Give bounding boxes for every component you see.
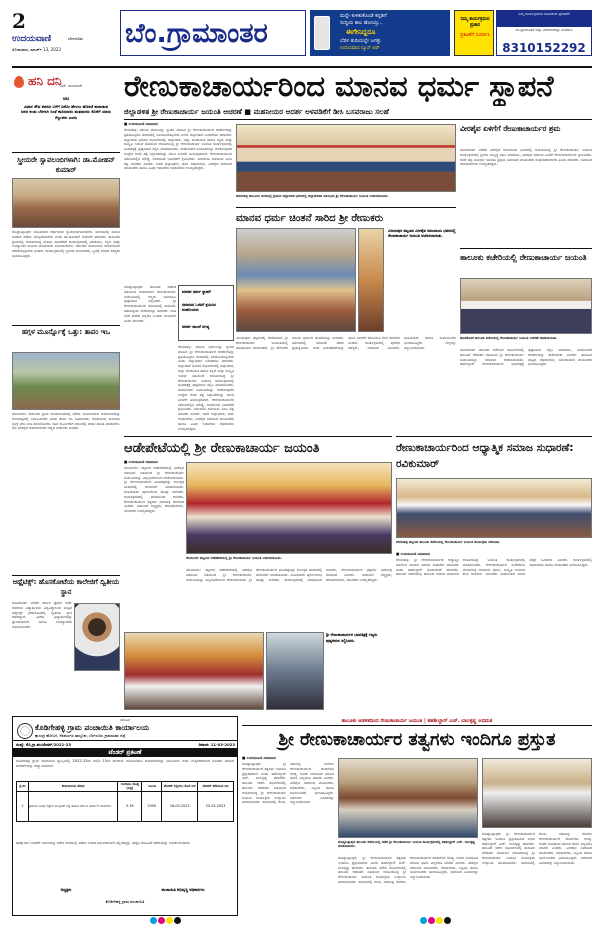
honey-dani-poem: ವಿಧಾನ ಸೌಧ ಕದನದ ಬಗೆಗೆ ಏನೋ ಹೇಳಲು ಹೊರಟೆ ಕಾದಾಡುವ ಜನರ ಕಂಡು ಬೆರಗಾಗಿ ನಿಂತೆ ಕಾದಿರುವರು ಮತದಾರರು ಕೊನೆಗೆ ಯಾರು ಗೆಲ್ಲುವರು ಎಂದು [20, 104, 112, 120]
tender-col-amount: ಅಂದಾಜು ಮೊತ್ತ (ಲಕ್ಷ) [118, 782, 142, 792]
ravikumar-body: ದೇವನಹಳ್ಳಿ: ಶ್ರೀ ರೇಣುಕಾಚಾರ್ಯರು ಆಧ್ಯಾತ್ಮಿಕ ಮಾರ್ಗದ ಮೂಲಕ ಸಮಾಜ ಸುಧಾರಣೆ ಮಾಡಿದರು ಎಂದು ತಹಶೀಲ್ದಾರ್ ರವಿಕುಮಾರ್ ಹೇಳಿದರು. ತಾಲೂಕು ಕಚೇರಿಯಲ್ಲಿ ತಾಲೂಕು ಆಡಳಿತ ವತಿಯಿಂದ ಆಯೋಜಿಸಿದ್ದ ಜಯಂತಿ ಕಾರ್ಯಕ್ರಮದಲ್ಲಿ ಮಾತನಾಡಿದರು. ರೇಣುಕಾಚಾರ್ಯರ ಸಂದೇಶಗಳು ಮನುಕುಲಕ್ಕೆ ದಾರಿದೀಪ. ಧರ್ಮ, ಸಂಸ್ಕೃತಿ ಉಳಿಸುವ ಕೆಲಸ ಆಗಬೇಕು. ಯುವಕರು ಮಹನೀಯರ ಜೀವನ ಚರಿತ್ರೆ ಓದಬೇಕು ಎಂದರು. ಕಾರ್ಯಕ್ರಮದಲ್ಲಿ ಅಧಿಕಾರಿಗಳು ಹಾಗೂ ಮುಖಂಡರು ಭಾಗವಹಿಸಿದ್ದರು. [396, 558, 592, 577]
ravikumar-byline: ■ ಉದಯವಾಣಿ ಸಮಾಚಾರ [396, 552, 430, 556]
middle-photo-small [358, 228, 384, 332]
ravikumar-headline: ರೇಣುಕಾಚಾರ್ಯರಿಂದ ಆಧ್ಯಾತ್ಮಿಕ ಸಮಾಜ ಸುಧಾರಣೆ: ರವಿಕುಮಾರ್ [396, 442, 574, 470]
middle-rule [236, 207, 456, 208]
lead-body: ದೇವನಹಳ್ಳಿ: ಮಾನವ ಧರ್ಮವನ್ನು ಸ್ಥಾಪನೆ ಮಾಡಿದ ಶ್ರೀ ರೇಣುಕಾಚಾರ್ಯರ ಆದರ್ಶಗಳನ್ನು ಪ್ರತಿಯೊಬ್ಬರೂ ಜೀವನದಲ್ಲಿ ಅಳವಡಿಸಿಕೊಳ್ಳಬೇಕು ಎಂದು ಜಿಲ್ಲಾಧಿಕಾರಿ ಬಸವರಾಜು ಹೇಳಿದರು. ಜಿಲ್ಲಾಡಳಿತ ಭವನದ ಸಭಾಂಗಣದಲ್ಲಿ ಜಿಲ್ಲಾಡಳಿತ, ಜಿಲ್ಲಾ ಪಂಚಾಯಿತಿ ಹಾಗೂ ಕನ್ನಡ ಮತ್ತು ಸಂಸ್ಕೃತಿ ಇಲಾಖೆ ವತಿಯಿಂದ ಆಯೋಜಿಸಿದ್ದ ಶ್ರೀ ರೇಣುಕಾಚಾರ್ಯ ಜಯಂತಿ ಕಾರ್ಯಕ್ರಮದಲ್ಲಿ ಭಾವಚಿತ್ರಕ್ಕೆ ಪುಷ್ಪನಮನ ಸಲ್ಲಿಸಿ ಮಾತನಾಡಿದರು. ಮಹನೀಯರ ಜಯಂತಿಗಳನ್ನು ಆಚರಿಸುವುದರ ಉದ್ದೇಶ ಅವರ ತತ್ವ ಸಿದ್ಧಾಂತಗಳನ್ನು ಯುವ ಪೀಳಿಗೆಗೆ ತಿಳಿಸುವುದಾಗಿದೆ. ರೇಣುಕಾಚಾರ್ಯರು ಸಮಾಜದಲ್ಲಿನ ಮೌಢ್ಯ, ಅಸಮಾನತೆ ನಿವಾರಣೆಗೆ ಶ್ರಮಿಸಿದರು. ಸರ್ವರಿಗೂ ಸಮಬಾಳು ಎಂಬ ತತ್ವ ಸಾರಿದರು ಎಂದರು. ಅಪರ ಜಿಲ್ಲಾಧಿಕಾರಿ, ಜಿಪಂ ಅಧಿಕಾರಿಗಳು, ವೀರಶೈವ ಸಮಾಜದ ಮುಖಂಡರು ಹಾಗೂ ವಿವಿಧ ಇಲಾಖೆಗಳ ಅಧಿಕಾರಿಗಳು ಉಪಸ್ಥಿತರಿದ್ದರು. [124, 128, 232, 171]
sidebar-rule-3 [12, 575, 120, 576]
sidebar-rule-2 [12, 325, 120, 326]
lead-bullet-1: ಮಾನವ ಧರ್ಮ ಸ್ಥಾಪನೆ [182, 289, 211, 294]
tender-cell: 1 [17, 791, 29, 821]
masthead [12, 8, 592, 64]
honey-dani-logo [12, 72, 120, 92]
tender-rule-1 [13, 740, 237, 741]
story1-headline: ಸ್ತ್ರೀಯರೇ ಸ್ವಾವಲಂಬಿಗಳಾಗಿ: ಡಾ.ಮೋಹನ್ ಕುಮಾರ್ [17, 156, 115, 174]
promo-ad-line1: ನಿಮ್ಮ ಕಾರ್ಯಕ್ರಮದ ಪ್ರಚಾರ [460, 17, 490, 28]
tender-office: ಕೊಡಿಗೇಹಳ್ಳಿ ಗ್ರಾಮ ಪಂಚಾಯಿತಿ ಕಾರ್ಯಾಲಯ [35, 723, 150, 732]
reporter-phone: 8310152292 [502, 41, 586, 55]
tender-top-label: ನಮೂನೆ [120, 718, 130, 722]
tender-col-open-date: ಟೆಂಡರ್ ತೆರೆಯುವ ದಿನ [198, 782, 234, 792]
registration-dot [150, 917, 157, 924]
tender-address: ಕ್ಯಾಸಂದ್ರ ಹೋಬಳಿ, ನೆಲಮಂಗಲ ತಾಲ್ಲೂಕು, ಬೆಂಗಳೂರು ಗ್ರಾಮಾಂತರ ಜಿಲ್ಲೆ [35, 733, 126, 738]
bottom-photo-caption: ದೊಡ್ಡಬಳ್ಳಾಪುರ ತಾಲೂಕು ಕಚೇರಿಯಲ್ಲಿ ನಡೆದ ಶ್ರೀ ರೇಣುಕಾಚಾರ್ಯ ಜಯಂತಿ ಕಾರ್ಯಕ್ರಮದಲ್ಲಿ ತಹಶೀಲ್ದಾರ್ ಎಚ್. ಬಾಲಕೃಷ್ಣ ಮಾತನಾಡಿದರು. [338, 840, 476, 849]
story1-photo [12, 178, 120, 228]
issue-date: ಸೋಮವಾರ, ಮಾರ್ಚ್ 13, 2023 [12, 47, 61, 52]
registration-dot [174, 917, 181, 924]
lead-subheadline: ಜಿಲ್ಲಾಡಳಿತ ಶ್ರೀ ರೇಣುಕಾಚಾರ್ಯ ಜಯಂತಿ ಆಚರಣೆ ■ ಮಹನೀಯರ ಆದರ್ಶ ಅಳವಡಿಕೆಗೆ ಡೀಸಿ ಬಸವರಾಜು ಸಲಹೆ [124, 107, 390, 116]
app-ad-line4: ಬೆರಳ ತುದಿಯಲ್ಲೇ ಜಗತ್ತು [340, 38, 382, 44]
lead-bullet-2: ಸಮಾಜದ ಒಳಿತಿಗೆ ಶ್ರಮಿಸಿದ ಮಹನೀಯರು [182, 302, 216, 312]
promo-ad [454, 10, 494, 56]
ravikumar-photo-caption: ದೇವನಹಳ್ಳಿ ಪಟ್ಟಣದ ತಾಲೂಕು ಕಚೇರಿಯಲ್ಲಿ ರೇಣುಕಾಚಾರ್ಯ ಜಯಂತಿ ಕಾರ್ಯಕ್ರಮ ನಡೆಯಿತು. [396, 540, 501, 544]
paper-name: ಉದಯವಾಣಿ [12, 34, 52, 44]
tender-col-emd: ಇಎಂಡಿ [142, 782, 162, 792]
lead-rule [124, 119, 592, 120]
story2-headline: ಹಗ್ಗಳ ಮೂರ್ನ್ನೊಕ್ಕೆ ಒತ್ತು: ತಾಪಂ ಇಒ [21, 328, 111, 336]
registration-dot [420, 917, 427, 924]
bottom-kicker: ತಾಲೂಕು ಆಡಳಿತದಿಂದ ರೇಣುಕಾಚಾರ್ಯ ಜಯಂತಿ | ತಹಶೀಲ್ದಾರ್ ಎಚ್. ಬಾಲಕೃಷ್ಣ ಅಭಿಮತ [341, 718, 493, 724]
tender-cell: 5.35 [118, 791, 142, 821]
page-number: 2 [12, 9, 26, 33]
right-top-headline: ವೀರಶೈವ ಏಳಿಗೆಗೆ ರೇಣುಕಾಚಾರ್ಯರ ಶ್ರಮ [460, 124, 561, 133]
tender-col-last-date: ಟೆಂಡರ್ ಸಲ್ಲಿಸಲು ಕೊನೆ ದಿನ [162, 782, 198, 792]
taluk-photo [460, 278, 592, 334]
lead-bullet-box [178, 285, 234, 341]
anekal-photo-caption-2: ಶ್ರೀ ರೇಣುಕಾಚಾರ್ಯರ ಭಾವಚಿತ್ರಕ್ಕೆ ಗಣ್ಯರು ಪುಷ್ಪನಮನ ಸಲ್ಲಿಸಿದರು. [326, 632, 378, 643]
table-row [17, 791, 234, 821]
bottom-photo-2 [482, 758, 592, 828]
tender-title-bar [13, 748, 237, 757]
lead-byline: ■ ಉದಯವಾಣಿ ಸಮಾಚಾರ [124, 122, 158, 126]
tender-title: ಟೆಂಡರ್ ಪ್ರಕಟಣೆ [108, 749, 142, 756]
anekal-photo [186, 462, 392, 554]
anekal-body-2: ನೆಲಮಂಗಲ: ಪಟ್ಟಣದ ಆಡೇಪೇಟೆಯಲ್ಲಿ ವೀರಶೈವ ಸಮಾಜದ ವತಿಯಿಂದ ಶ್ರೀ ರೇಣುಕಾಚಾರ್ಯ ಜಯಂತಿಯನ್ನು ವಿಜೃಂಭಣೆಯಿಂದ ಆಚರಿಸಲಾಯಿತು. ಶ್ರೀ ರೇಣುಕಾಚಾರ್ಯರ ಭಾವಚಿತ್ರವನ್ನು ಅಲಂಕೃತ ವಾಹನದಲ್ಲಿ ಮೆರವಣಿಗೆ ಮಾಡಲಾಯಿತು. ಮಹಿಳೆಯರು ಪೂರ್ಣಕುಂಭ ಹೊತ್ತು ಸಾಗಿದರು. ಕಾರ್ಯಕ್ರಮದಲ್ಲಿ ಮಾತನಾಡಿದ ಶಾಸಕರು, ರೇಣುಕಾಚಾರ್ಯರ ತತ್ವಗಳು ಸಮಾಜಕ್ಕೆ ದಾರಿದೀಪ ಎಂದರು. ಸಮಾಜದ ಅಧ್ಯಕ್ಷರು, ಪದಾಧಿಕಾರಿಗಳು, ಯುವಕರು ಉಪಸ್ಥಿತರಿದ್ದರು. [186, 568, 392, 582]
bottom-headline: ಶ್ರೀ ರೇಣುಕಾಚಾರ್ಯರ ತತ್ವಗಳು ಇಂದಿಗೂ ಪ್ರಸ್ತುತ [278, 730, 556, 750]
lead-photo [236, 124, 456, 192]
bottom-body-3: ದೊಡ್ಡಬಳ್ಳಾಪುರ: ಶ್ರೀ ರೇಣುಕಾಚಾರ್ಯರ ತತ್ವಗಳು ಇಂದಿಗೂ ಪ್ರಸ್ತುತವಾಗಿವೆ ಎಂದು ತಹಶೀಲ್ದಾರ್ ಎಚ್. ಬಾಲಕೃಷ್ಣ ಹೇಳಿದರು. ತಾಲೂಕು ಕಚೇರಿ ಸಭಾಂಗಣದಲ್ಲಿ ತಾಲೂಕು ಆಡಳಿತದ ವತಿಯಿಂದ ಆಯೋಜಿಸಿದ್ದ ಶ್ರೀ ರೇಣುಕಾಚಾರ್ಯ ಜಯಂತಿ ಕಾರ್ಯಕ್ರಮ ಉದ್ಘಾಟಿಸಿ ಮಾತನಾಡಿದರು. ಸಮಾಜದಲ್ಲಿ ಶಾಂತಿ, ಸಹಬಾಳ್ವೆ ನೆಲೆಸಲು ರೇಣುಕಾಚಾರ್ಯರ ಚಿಂತನೆಗಳು ಅಗತ್ಯ. ಅವರು ಬೋಧಿಸಿದ ಮಾನವ ಧರ್ಮ ಎಲ್ಲರಿಗೂ ಮಾದರಿ ಎಂದರು. ವೀರಶೈವ ಸಮಾಜದ ಮುಖಂಡರು, ಅಧಿಕಾರಿಗಳು, ಸಿಬ್ಬಂದಿ ಹಾಗೂ ಸಾರ್ವಜನಿಕರು ಭಾಗವಹಿಸಿದ್ದರು. ಸಮಾಜದ ಹಿರಿಯರನ್ನು ಸನ್ಮಾನಿಸಲಾಯಿತು. [482, 832, 592, 865]
ravikumar-rule [396, 436, 592, 437]
taluk-body: ಹೊಸಕೋಟೆ: ತಾಲೂಕು ಕಚೇರಿಯ ಸಭಾಂಗಣದಲ್ಲಿ ತಾಲೂಕು ಆಡಳಿತದ ವತಿಯಿಂದ ಶ್ರೀ ರೇಣುಕಾಚಾರ್ಯ ಜಯಂತಿಯನ್ನು ಸರಳವಾಗಿ ಆಚರಿಸಲಾಯಿತು. ತಹಶೀಲ್ದಾರ್ ರೇಣುಕಾಚಾರ್ಯರ ಭಾವಚಿತ್ರಕ್ಕೆ ಪುಷ್ಪನಮನ ಸಲ್ಲಿಸಿ ಮಾತನಾಡಿ, ಮಹನೀಯರ ಆದರ್ಶಗಳನ್ನು ಪಾಲಿಸಬೇಕು ಎಂದರು. ತಾಲೂಕು ಮಟ್ಟದ ಅಧಿಕಾರಿಗಳು, ಸಮುದಾಯದ ಮುಖಂಡರು ಭಾಗವಹಿಸಿದ್ದರು. [460, 348, 592, 367]
app-ad-line2: ಸುದ್ದಿಯ ಕಾಲ ಹೋಯ್ತು.. [340, 20, 383, 26]
tender-notice [12, 716, 238, 916]
tender-ref: ಸಂಖ್ಯೆ: ಕೊ.ಗ್ರಾ.ಪಂ/ಟೆಂಡರ್/2022-23 [16, 742, 72, 747]
registration-marks [0, 916, 600, 926]
tender-date: ದಿನಾಂಕ: 11-03-2023 [198, 742, 235, 747]
app-ad-line1: ಮನ್ನೇ ಕುಳಿತುಕೊಂಡೆ ಕನ್ನಡಿಗೆ [340, 13, 387, 19]
section-title: ಬೆಂ.ಗ್ರಾಮಾಂತರ [125, 18, 268, 49]
lead-bullet-3: ಆದರ್ಶ ಪಾಲನೆ ಅಗತ್ಯ [182, 324, 210, 329]
tender-col-work: ಕಾಮಗಾರಿಯ ಹೆಸರು [28, 782, 118, 792]
tender-emblem-icon [17, 723, 33, 739]
phone-graphic [314, 16, 330, 50]
sidebar-rule-1 [12, 152, 120, 153]
middle-body: ವಿಜಯಪುರ: ಪಟ್ಟಣದಲ್ಲಿ ಆಚರಿಸಲಾದ ಶ್ರೀ ರೇಣುಕಾಚಾರ್ಯ ಜಯಂತಿಯಲ್ಲಿ ಮಾತನಾಡಿದ ಮುಖಂಡರು, ಶ್ರೀ ರೇಣುಕರು ಮಾನವ ಧರ್ಮದ ಚಿಂತನೆಯನ್ನು ಸಾರಿದರು. ಸಮಾಜದಲ್ಲಿ ಸಮಾನತೆ ತರಲು ಪ್ರಯತ್ನಿಸಿದರು. ಅವರ ವಿಚಾರಧಾರೆಗಳನ್ನು ಯುವ ಪೀಳಿಗೆಗೆ ತಲುಪಿಸುವ ಕೆಲಸ ಆಗಬೇಕು ಎಂದರು. ಕಾರ್ಯಕ್ರಮದಲ್ಲಿ ಪುರಸಭೆ ಸದಸ್ಯರು, ಸಮಾಜದ ಹಿರಿಯರು, ಮಹಿಳೆಯರು ಹಾಗೂ ಸಾರ್ವಜನಿಕರು ಭಾಗವಹಿಸಿದ್ದರು. ಗಣ್ಯರನ್ನು ಸನ್ಮಾನಿಸಲಾಯಿತು. [236, 336, 456, 350]
registration-dot [166, 917, 173, 924]
middle-photo [236, 228, 356, 332]
bottom-photo [338, 758, 478, 838]
city: ಬೆಂಗಳೂರು [68, 36, 83, 41]
bottom-byline: ■ ಉದಯವಾಣಿ ಸಮಾಚಾರ [242, 756, 276, 760]
anekal-photo-caption: ನೆಲಮಂಗಲ ಪಟ್ಟಣದ ಆಡೇಪೇಟೆಯಲ್ಲಿ ಶ್ರೀ ರೇಣುಕಾಚಾರ್ಯ ಜಯಂತಿ ಆಚರಿಸಲಾಯಿತು. [186, 556, 282, 560]
honey-dani-subtitle: ಆಟ [62, 96, 70, 102]
anekal-byline: ■ ಉದಯವಾಣಿ ಸಮಾಚಾರ [124, 460, 158, 464]
tender-signatory-org: ಕೊಡಿಗೇಹಳ್ಳಿ ಗ್ರಾಮ ಪಂಚಾಯಿತಿ [105, 899, 145, 904]
promo-ad-line2: ಪ್ರಕಟಣೆಗೆ ಸಂಪರ್ಕಿಸಿ [460, 33, 490, 38]
honey-dani-author: ಎಚ್. ಡುಂಡಿರಾಜ್ [60, 84, 83, 88]
bottom-body: ದೊಡ್ಡಬಳ್ಳಾಪುರ: ಶ್ರೀ ರೇಣುಕಾಚಾರ್ಯರ ತತ್ವಗಳು ಇಂದಿಗೂ ಪ್ರಸ್ತುತವಾಗಿವೆ ಎಂದು ತಹಶೀಲ್ದಾರ್ ಎಚ್. ಬಾಲಕೃಷ್ಣ ಹೇಳಿದರು. ತಾಲೂಕು ಕಚೇರಿ ಸಭಾಂಗಣದಲ್ಲಿ ತಾಲೂಕು ಆಡಳಿತದ ವತಿಯಿಂದ ಆಯೋಜಿಸಿದ್ದ ಶ್ರೀ ರೇಣುಕಾಚಾರ್ಯ ಜಯಂತಿ ಕಾರ್ಯಕ್ರಮ ಉದ್ಘಾಟಿಸಿ ಮಾತನಾಡಿದರು. ಸಮಾಜದಲ್ಲಿ ಶಾಂತಿ, ಸಹಬಾಳ್ವೆ ನೆಲೆಸಲು ರೇಣುಕಾಚಾರ್ಯರ ಚಿಂತನೆಗಳು ಅಗತ್ಯ. ಅವರು ಬೋಧಿಸಿದ ಮಾನವ ಧರ್ಮ ಎಲ್ಲರಿಗೂ ಮಾದರಿ ಎಂದರು. ವೀರಶೈವ ಸಮಾಜದ ಮುಖಂಡರು, ಅಧಿಕಾರಿಗಳು, ಸಿಬ್ಬಂದಿ ಹಾಗೂ ಸಾರ್ವಜನಿಕರು ಭಾಗವಹಿಸಿದ್ದರು. ಸಮಾಜದ ಹಿರಿಯರನ್ನು ಸನ್ಮಾನಿಸಲಾಯಿತು. [242, 762, 334, 805]
tender-table [16, 781, 234, 822]
tender-cell: 18-03-2023 [162, 791, 198, 821]
flame-icon [14, 76, 24, 88]
registration-dot [436, 917, 443, 924]
tender-cell: 5350 [142, 791, 162, 821]
story1-body: ದೊಡ್ಡಬಳ್ಳಾಪುರ: ಮಹಿಳೆಯರು ಆರ್ಥಿಕವಾಗಿ ಸ್ವಾವಲಂಬಿಗಳಾಗಬೇಕು. ಸಮಾಜದಲ್ಲಿ ಸಮಾನ ಅವಕಾಶ ಪಡೆದು ಮುನ್ನಡೆಯಬೇಕು ಎಂದು ಡಾ.ಮೋಹನ್ ಕುಮಾರ್ ಹೇಳಿದರು. ತಾಲೂಕಿನ ಗ್ರಾಮದಲ್ಲಿ ಆಯೋಜಿಸಿದ್ದ ಮಹಿಳಾ ದಿನಾಚರಣೆ ಕಾರ್ಯಕ್ರಮದಲ್ಲಿ ಮಾತನಾಡಿ, ಶಿಕ್ಷಣ ಮತ್ತು ಉದ್ಯೋಗದ ಮೂಲಕ ಮಹಿಳೆಯರು ಸಬಲರಾಗಬೇಕು. ಸರ್ಕಾರದ ಯೋಜನೆಗಳ ಸದುಪಯೋಗ ಪಡೆದುಕೊಳ್ಳಬೇಕು ಎಂದರು. ಕಾರ್ಯಕ್ರಮದಲ್ಲಿ ಸ್ಥಳೀಯ ಮುಖಂಡರು, ಸ್ತ್ರೀಶಕ್ತಿ ಸಂಘದ ಸದಸ್ಯರು ಭಾಗವಹಿಸಿದ್ದರು. [12, 230, 120, 258]
lead-body-2: ದೊಡ್ಡಬಳ್ಳಾಪುರ: ತಾಲೂಕು ಆಡಳಿತ ವತಿಯಿಂದ ಆಚರಿಸಲಾದ ರೇಣುಕಾಚಾರ್ಯ ಜಯಂತಿಯಲ್ಲಿ ಗಣ್ಯರು ಭಾಗವಹಿಸಿ ಪುಷ್ಪನಮನ ಸಲ್ಲಿಸಿದರು. ಶ್ರೀ ರೇಣುಕಾಚಾರ್ಯರು ಸಮಾಜದಲ್ಲಿ ಸಮಾನತೆ, ಸಹಬಾಳ್ವೆಯ ಸಂದೇಶವನ್ನು ಸಾರಿದರು. ಜಾತಿ ಭೇದ ಮರೆತು ಎಲ್ಲರೂ ಒಂದಾಗಿ ಬಾಳಬೇಕು ಎಂದು ಹೇಳಿದರು. [124, 285, 176, 323]
reporter-ad-line2: ಬೆಂ.ಗ್ರಾಮಾಂತರ ಜಿಲ್ಲಾ ವರದಿಗಾರರನ್ನು ಸಂಪರ್ಕಿಸಿ [515, 28, 573, 32]
bottom-kicker-bar [242, 716, 592, 726]
registration-dot [444, 917, 451, 924]
tender-cell: 20-03-2023 [198, 791, 234, 821]
section-title-box [120, 10, 306, 56]
anekal-photo-3 [266, 632, 324, 710]
tender-signatory-1: ಅಧ್ಯಕ್ಷರು [60, 887, 72, 892]
anekal-photo-2 [124, 632, 264, 710]
story3-headline: ಅಥ್ಲೆಟಿಕ್ಸ್: ಹೊಸಕೋಟೆಯ ಕಾಲೇಜಿಗೆ ದ್ವಿತೀಯ ಸ್ಥಾನ [12, 578, 120, 596]
app-ad-name: ಉದಯವಾಣಿ ನ್ಯೂಸ್ ಆಪ್ [340, 46, 380, 51]
bottom-body-2: ದೊಡ್ಡಬಳ್ಳಾಪುರ: ಶ್ರೀ ರೇಣುಕಾಚಾರ್ಯರ ತತ್ವಗಳು ಇಂದಿಗೂ ಪ್ರಸ್ತುತವಾಗಿವೆ ಎಂದು ತಹಶೀಲ್ದಾರ್ ಎಚ್. ಬಾಲಕೃಷ್ಣ ಹೇಳಿದರು. ತಾಲೂಕು ಕಚೇರಿ ಸಭಾಂಗಣದಲ್ಲಿ ತಾಲೂಕು ಆಡಳಿತದ ವತಿಯಿಂದ ಆಯೋಜಿಸಿದ್ದ ಶ್ರೀ ರೇಣುಕಾಚಾರ್ಯ ಜಯಂತಿ ಕಾರ್ಯಕ್ರಮ ಉದ್ಘಾಟಿಸಿ ಮಾತನಾಡಿದರು. ಸಮಾಜದಲ್ಲಿ ಶಾಂತಿ, ಸಹಬಾಳ್ವೆ ನೆಲೆಸಲು ರೇಣುಕಾಚಾರ್ಯರ ಚಿಂತನೆಗಳು ಅಗತ್ಯ. ಅವರು ಬೋಧಿಸಿದ ಮಾನವ ಧರ್ಮ ಎಲ್ಲರಿಗೂ ಮಾದರಿ ಎಂದರು. ವೀರಶೈವ ಸಮಾಜದ ಮುಖಂಡರು, ಅಧಿಕಾರಿಗಳು, ಸಿಬ್ಬಂದಿ ಹಾಗೂ ಸಾರ್ವಜನಿಕರು ಭಾಗವಹಿಸಿದ್ದರು. ಸಮಾಜದ ಹಿರಿಯರನ್ನು ಸನ್ಮಾನಿಸಲಾಯಿತು. [338, 856, 478, 884]
taluk-headline: ತಾಲೂಕು ಕಚೇರಿಯಲ್ಲಿ ರೇಣುಕಾಚಾರ್ಯ ಜಯಂತಿ [460, 253, 587, 262]
tender-notes: ಷರತ್ತುಗಳು: ಟೆಂಡರ್ ಅರ್ಜಿಗಳನ್ನು ಕಚೇರಿ ವೇಳೆಯಲ್ಲಿ ಪಡೆದು ನಿಗದಿತ ದಿನಾಂಕದೊಳಗೆ ಸಲ್ಲಿಸತಕ್ಕದ್ದು. ಹೆಚ್ಚಿನ ಮಾಹಿತಿಗೆ ಕಚೇರಿಯನ್ನು ಸಂಪರ್ಕಿಸಬಹುದು. [16, 841, 191, 845]
right-top-body: ಹೊಸಕೋಟೆ: ನಗರದ ವೀರಶೈವ ಸಮುದಾಯ ಭವನದಲ್ಲಿ ಆಯೋಜಿಸಿದ್ದ ಶ್ರೀ ರೇಣುಕಾಚಾರ್ಯ ಜಯಂತಿ ಕಾರ್ಯಕ್ರಮದಲ್ಲಿ ಶ್ರೀಗಳು ಸಾನ್ನಿಧ್ಯ ವಹಿಸಿ ಮಾತನಾಡಿ, ವೀರಶೈವ ಧರ್ಮದ ಏಳಿಗೆಗೆ ರೇಣುಕಾಚಾರ್ಯರು ಶ್ರಮಿಸಿದರು. ಅವರ ತತ್ವ ಬೋಧನೆ ಇಂದಿಗೂ ಪ್ರಸ್ತುತ. ಸಮಾಜದ ಮುಖಂಡರು ಸಂಘಟಿತರಾಗಬೇಕು ಎಂದು ಹೇಳಿದರು. ಸಮಾಜದ ಪದಾಧಿಕಾರಿಗಳು ಉಪಸ್ಥಿತರಿದ್ದರು. [460, 148, 592, 167]
anekal-rule [124, 436, 392, 437]
tender-signatory-2: ಪಂಚಾಯಿತಿ ಅಭಿವೃದ್ಧಿ ಅಧಿಕಾರಿಗಳು [161, 887, 205, 892]
middle-side-note: ವಿಜಯಪುರ ಪಟ್ಟಣದ ವೀರಶೈವ ಸಮುದಾಯ ಭವನದಲ್ಲಿ ರೇಣುಕಾಚಾರ್ಯ ಜಯಂತಿ ಆಚರಿಸಲಾಯಿತು. [388, 228, 456, 239]
anekal-headline: ಆಡೇಪೇಟೆಯಲ್ಲಿ ಶ್ರೀ ರೇಣುಕಾಚಾರ್ಯ ಜಯಂತಿ [124, 441, 320, 456]
story2-photo [12, 352, 120, 410]
lead-body-3: ದೇವನಹಳ್ಳಿ: ಮಾನವ ಧರ್ಮವನ್ನು ಸ್ಥಾಪನೆ ಮಾಡಿದ ಶ್ರೀ ರೇಣುಕಾಚಾರ್ಯರ ಆದರ್ಶಗಳನ್ನು ಪ್ರತಿಯೊಬ್ಬರೂ ಜೀವನದಲ್ಲಿ ಅಳವಡಿಸಿಕೊಳ್ಳಬೇಕು ಎಂದು ಜಿಲ್ಲಾಧಿಕಾರಿ ಬಸವರಾಜು ಹೇಳಿದರು. ಜಿಲ್ಲಾಡಳಿತ ಭವನದ ಸಭಾಂಗಣದಲ್ಲಿ ಜಿಲ್ಲಾಡಳಿತ, ಜಿಲ್ಲಾ ಪಂಚಾಯಿತಿ ಹಾಗೂ ಕನ್ನಡ ಮತ್ತು ಸಂಸ್ಕೃತಿ ಇಲಾಖೆ ವತಿಯಿಂದ ಆಯೋಜಿಸಿದ್ದ ಶ್ರೀ ರೇಣುಕಾಚಾರ್ಯ ಜಯಂತಿ ಕಾರ್ಯಕ್ರಮದಲ್ಲಿ ಭಾವಚಿತ್ರಕ್ಕೆ ಪುಷ್ಪನಮನ ಸಲ್ಲಿಸಿ ಮಾತನಾಡಿದರು. ಮಹನೀಯರ ಜಯಂತಿಗಳನ್ನು ಆಚರಿಸುವುದರ ಉದ್ದೇಶ ಅವರ ತತ್ವ ಸಿದ್ಧಾಂತಗಳನ್ನು ಯುವ ಪೀಳಿಗೆಗೆ ತಿಳಿಸುವುದಾಗಿದೆ. ರೇಣುಕಾಚಾರ್ಯರು ಸಮಾಜದಲ್ಲಿನ ಮೌಢ್ಯ, ಅಸಮಾನತೆ ನಿವಾರಣೆಗೆ ಶ್ರಮಿಸಿದರು. ಸರ್ವರಿಗೂ ಸಮಬಾಳು ಎಂಬ ತತ್ವ ಸಾರಿದರು ಎಂದರು. ಅಪರ ಜಿಲ್ಲಾಧಿಕಾರಿ, ಜಿಪಂ ಅಧಿಕಾರಿಗಳು, ವೀರಶೈವ ಸಮಾಜದ ಮುಖಂಡರು ಹಾಗೂ ವಿವಿಧ ಇಲಾಖೆಗಳ ಅಧಿಕಾರಿಗಳು ಉಪಸ್ಥಿತರಿದ್ದರು. [178, 345, 234, 431]
story3-photo [74, 603, 120, 671]
lead-headline: ರೇಣುಕಾಚಾರ್ಯರಿಂದ ಮಾನವ ಧರ್ಮ ಸ್ಥಾಪನೆ [124, 69, 554, 103]
story3-body: ಹೊಸಕೋಟೆ: ನಗರದ ಸರ್ಕಾರಿ ಪ್ರಥಮ ದರ್ಜೆ ಕಾಲೇಜಿನ ವಿದ್ಯಾರ್ಥಿಗಳು ವಿಶ್ವವಿದ್ಯಾಲಯ ಮಟ್ಟದ ಅಥ್ಲೆಟಿಕ್ಸ್ ಕ್ರೀಡಾಕೂಟದಲ್ಲಿ ದ್ವಿತೀಯ ಸ್ಥಾನ ಪಡೆದಿದ್ದಾರೆ. ವಿಜೇತ ವಿದ್ಯಾರ್ಥಿಗಳನ್ನು ಪ್ರಾಂಶುಪಾಲರು ಹಾಗೂ ಉಪನ್ಯಾಸಕರು ಅಭಿನಂದಿಸಿದರು. [12, 601, 72, 629]
reporter-ad [496, 10, 592, 56]
middle-headline: ಮಾನವ ಧರ್ಮ ಚಿಂತನೆ ಸಾರಿದ ಶ್ರೀ ರೇಣುಕರು [236, 213, 384, 224]
honey-dani-title: ಹನಿ ದನಿ [28, 74, 62, 88]
tender-intro: ಕೊಡಿಗೇಹಳ್ಳಿ ಗ್ರಾಮ ಪಂಚಾಯಿತಿ ವ್ಯಾಪ್ತಿಯಲ್ಲಿ 2022-23ನೇ ಸಾಲಿನ 15ನೇ ಹಣಕಾಸು ಯೋಜನೆಯಡಿ ಕಾಮಗಾರಿಗಳನ್ನು ನಿರ್ವಹಿಸಲು ಅರ್ಹ ಗುತ್ತಿಗೆದಾರರಿಂದ ಮೊಹರು ಮಾಡಿದ ಟೆಂಡರ್‌ಗಳನ್ನು ಆಹ್ವಾನಿಸಲಾಗಿದೆ. [16, 759, 234, 768]
tender-cell: ಗ್ರಾಮದ ವಿವಿಧ ರಸ್ತೆಗಳ ಕಾಂಕ್ರೀಟ್ ರಸ್ತೆ ಹಾಗೂ ಚರಂಡಿ ನಿರ್ಮಾಣ ಕಾಮಗಾರಿ [28, 791, 118, 821]
story2-body: ನೆಲಮಂಗಲ: ತಾಲೂಕಿನ ಗ್ರಾಮ ಪಂಚಾಯಿತಿಗಳಲ್ಲಿ ನರೇಗಾ ಯೋಜನೆಯಡಿ ಕಾಮಗಾರಿಗಳನ್ನು ಗುಣಮಟ್ಟದಲ್ಲಿ ನಿರ್ವಹಿಸಬೇಕು ಎಂದು ತಾಪಂ ಇಒ ಸೂಚಿಸಿದರು. ಅಧಿಕಾರಿಗಳು ಕಾಮಗಾರಿ ಸ್ಥಳಕ್ಕೆ ಭೇಟಿ ನೀಡಿ ಪರಿಶೀಲಿಸಿದರು. ಕೂಲಿ ಕಾರ್ಮಿಕರಿಗೆ ಸಕಾಲದಲ್ಲಿ ವೇತನ ಪಾವತಿ ಮಾಡಬೇಕು. ಜಲ ಸಂರಕ್ಷಣೆ ಕಾಮಗಾರಿಗಳಿಗೆ ಆದ್ಯತೆ ನೀಡಬೇಕು ಎಂದರು. [12, 412, 120, 431]
lead-photo-caption: ದೇವನಹಳ್ಳಿ ತಾಲೂಕಿನ ಬೀರಸಂದ್ರ ಗ್ರಾಮದ ಜಿಲ್ಲಾಡಳಿತ ಭವನದಲ್ಲಿ ಜಿಲ್ಲಾಡಳಿತದ ವತಿಯಿಂದ ಶ್ರೀ ರೇಣುಕಾಚಾರ್ಯ ಜಯಂತಿ ಆಚರಿಸಲಾಯಿತು. [236, 194, 389, 198]
ravikumar-photo [396, 478, 592, 538]
anekal-body: ನೆಲಮಂಗಲ: ಪಟ್ಟಣದ ಆಡೇಪೇಟೆಯಲ್ಲಿ ವೀರಶೈವ ಸಮಾಜದ ವತಿಯಿಂದ ಶ್ರೀ ರೇಣುಕಾಚಾರ್ಯ ಜಯಂತಿಯನ್ನು ವಿಜೃಂಭಣೆಯಿಂದ ಆಚರಿಸಲಾಯಿತು. ಶ್ರೀ ರೇಣುಕಾಚಾರ್ಯರ ಭಾವಚಿತ್ರವನ್ನು ಅಲಂಕೃತ ವಾಹನದಲ್ಲಿ ಮೆರವಣಿಗೆ ಮಾಡಲಾಯಿತು. ಮಹಿಳೆಯರು ಪೂರ್ಣಕುಂಭ ಹೊತ್ತು ಸಾಗಿದರು. ಕಾರ್ಯಕ್ರಮದಲ್ಲಿ ಮಾತನಾಡಿದ ಶಾಸಕರು, ರೇಣುಕಾಚಾರ್ಯರ ತತ್ವಗಳು ಸಮಾಜಕ್ಕೆ ದಾರಿದೀಪ ಎಂದರು. ಸಮಾಜದ ಅಧ್ಯಕ್ಷರು, ಪದಾಧಿಕಾರಿಗಳು, ಯುವಕರು ಉಪಸ್ಥಿತರಿದ್ದರು. [124, 466, 184, 514]
registration-dot [158, 917, 165, 924]
registration-dot [428, 917, 435, 924]
reporter-ad-line1: ನಿಮ್ಮ ಕಾರ್ಯಕ್ರಮಗಳ ಜಾಹೀರಾತು ಪ್ರಕಟಣೆಗೆ [497, 11, 591, 27]
taluk-rule [460, 248, 592, 249]
taluk-photo-caption: ಹೊಸಕೋಟೆ ತಾಲೂಕು ಕಚೇರಿಯಲ್ಲಿ ರೇಣುಕಾಚಾರ್ಯ ಜಯಂತಿ ಆಚರಣೆ ಮಾಡಲಾಯಿತು. [460, 336, 558, 340]
tender-table-header [17, 782, 234, 792]
app-ad-line3: ಈಗೇನಿದ್ದರೂ [346, 28, 376, 36]
tender-col-sl: ಕ್ರ.ಸಂ [17, 782, 29, 792]
app-ad [310, 10, 450, 56]
